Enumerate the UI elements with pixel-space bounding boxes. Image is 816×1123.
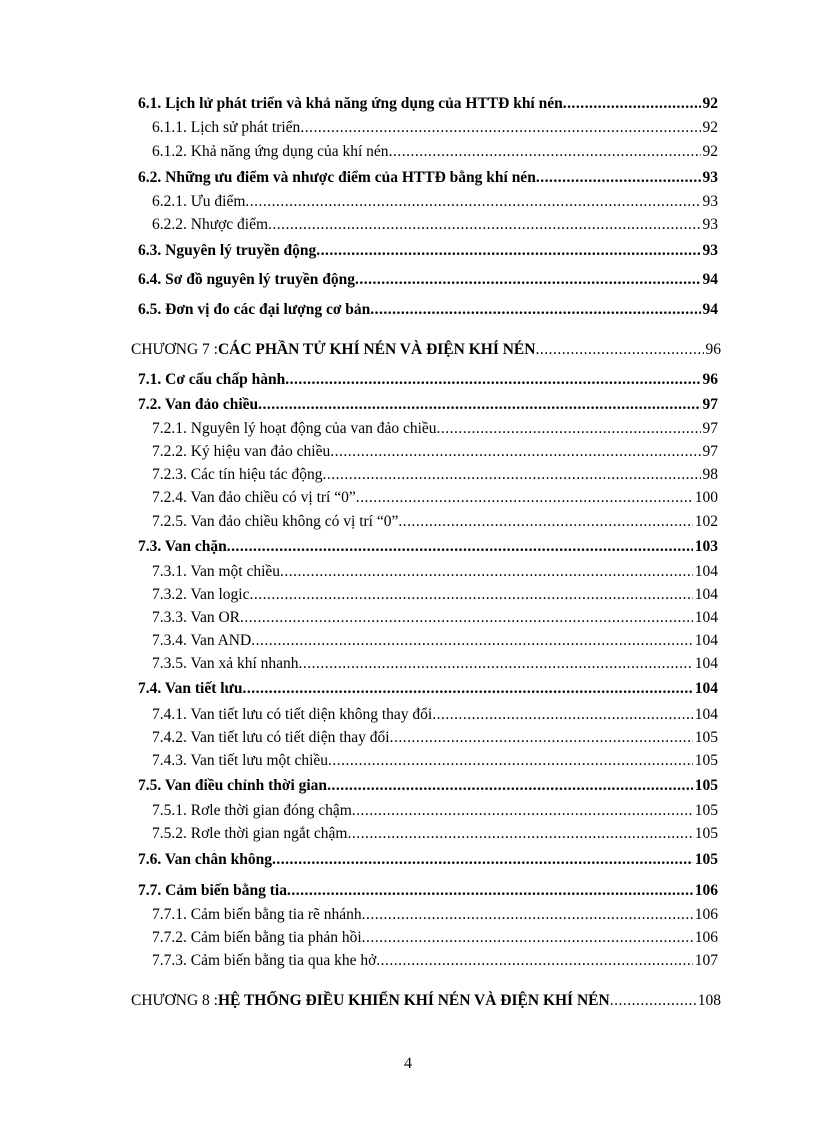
leader-dots [300, 118, 700, 138]
leader-dots [610, 991, 696, 1011]
leader-dots [536, 168, 701, 188]
leader-dots [355, 270, 700, 290]
toc-entry[interactable] [152, 215, 718, 235]
toc-entry-page: 105 [694, 851, 718, 868]
toc-entry-page: 106 [694, 882, 718, 899]
toc-entry-page: 105 [694, 729, 718, 746]
toc-entry-title: 6.4. Sơ đồ nguyên lý truyền động [138, 271, 356, 288]
toc-entry-title: 7.2.5. Van đảo chiều không có vị trí “0” [152, 513, 399, 530]
toc-chapter[interactable] [131, 991, 721, 1011]
toc-entry[interactable] [138, 300, 718, 320]
toc-entry-page: 103 [694, 538, 718, 555]
toc-entry[interactable] [138, 370, 718, 390]
toc-entry[interactable] [152, 142, 718, 162]
leader-dots [287, 881, 693, 901]
toc-entry-title: 7.4.1. Van tiết lưu có tiết diện không thay đổi [152, 706, 433, 723]
toc-entry-page: 104 [694, 680, 718, 697]
toc-entry-title: 6.1.1. Lịch sử phát triển [152, 119, 301, 136]
leader-dots [390, 728, 693, 748]
toc-entry-title: 6.1.2. Khả năng ứng dụng của khí nén [152, 143, 389, 160]
toc-entry[interactable] [152, 824, 718, 844]
leader-dots [370, 300, 700, 320]
toc-entry[interactable] [152, 801, 718, 821]
leader-dots [362, 905, 693, 925]
leader-dots [362, 928, 693, 948]
leader-dots [322, 465, 700, 485]
toc-entry[interactable] [152, 585, 718, 605]
toc-entry-title: 7.3.5. Van xả khí nhanh [152, 655, 299, 672]
chapter-title: CÁC PHẦN TỬ KHÍ NÉN VÀ ĐIỆN KHÍ NÉN [217, 341, 536, 358]
toc-entry-title: 7.3.1. Van một chiều [152, 563, 281, 580]
toc-entry-title: 7.4.2. Van tiết lưu có tiết diện thay đổi [152, 729, 390, 746]
leader-dots [352, 801, 693, 821]
toc-entry-page: 96 [702, 371, 718, 388]
toc-entry-page: 92 [702, 119, 718, 136]
toc-entry[interactable] [152, 905, 718, 925]
toc-entry[interactable] [152, 928, 718, 948]
leader-dots [299, 654, 693, 674]
toc-entry[interactable] [138, 679, 718, 699]
toc-entry-page: 105 [694, 802, 718, 819]
leader-dots [563, 94, 701, 114]
toc-entry-page: 105 [694, 825, 718, 842]
leader-dots [227, 537, 693, 557]
toc-entry[interactable] [138, 881, 718, 901]
toc-entry[interactable] [138, 776, 718, 796]
toc-entry[interactable] [152, 562, 718, 582]
leader-dots [327, 776, 693, 796]
leader-dots [437, 419, 701, 439]
toc-entry-title: 6.5. Đơn vị đo các đại lượng cơ bản [138, 301, 371, 318]
toc-entry-page: 102 [694, 513, 718, 530]
toc-entry[interactable] [152, 751, 718, 771]
toc-entry-title: 7.4.3. Van tiết lưu một chiều [152, 752, 329, 769]
chapter-label: CHƯƠNG 8 : [131, 992, 218, 1009]
toc-entry-title: 6.1. Lịch lử phát triển và khả năng ứng dụng của HTTĐ khí nén [138, 95, 563, 112]
toc-entry-title: 7.1. Cơ cấu chấp hành [138, 371, 286, 388]
toc-entry-title: 7.7.2. Cảm biến bằng tia phản hồi [152, 929, 362, 946]
leader-dots [242, 679, 692, 699]
toc-entry-title: 7.3.2. Van logic [152, 586, 250, 603]
toc-entry-page: 93 [702, 193, 718, 210]
toc-entry-page: 93 [702, 216, 718, 233]
toc-entry-page: 92 [702, 95, 718, 112]
leader-dots [330, 442, 700, 462]
toc-entry-page: 106 [694, 929, 718, 946]
leader-dots [376, 951, 692, 971]
toc-entry[interactable] [138, 395, 718, 415]
toc-entry-page: 107 [694, 952, 718, 969]
leader-dots [251, 631, 693, 651]
leader-dots [272, 850, 693, 870]
toc-entry-title: 7.2.1. Nguyên lý hoạt động của van đảo chiều [152, 420, 437, 437]
toc-entry[interactable] [152, 705, 718, 725]
leader-dots [347, 824, 692, 844]
toc-entry-title: 7.3. Van chặn [138, 538, 227, 555]
toc-entry[interactable] [152, 631, 718, 651]
toc-entry-title: 7.7.3. Cảm biến bằng tia qua khe hở [152, 952, 377, 969]
toc-entry[interactable] [152, 465, 718, 485]
toc-entry-title: 6.2.1. Ưu điểm [152, 193, 246, 210]
toc-entry-page: 92 [702, 143, 718, 160]
toc-entry-page: 104 [694, 586, 718, 603]
toc-entry-title: 7.5.2. Rơle thời gian ngắt chậm [152, 825, 348, 842]
toc-entry-page: 94 [702, 301, 718, 318]
toc-entry-page: 97 [702, 420, 718, 437]
toc-entry[interactable] [152, 951, 718, 971]
toc-entry-page: 93 [702, 169, 718, 186]
toc-entry[interactable] [152, 728, 718, 748]
leader-dots [535, 340, 703, 360]
toc-entry[interactable] [152, 608, 718, 628]
toc-entry[interactable] [152, 118, 718, 138]
leader-dots [285, 370, 700, 390]
toc-entry-title: 7.7.1. Cảm biến bằng tia rẽ nhánh [152, 906, 362, 923]
toc-entry-title: 6.2.2. Nhược điểm [152, 216, 269, 233]
toc-entry-page: 98 [702, 466, 718, 483]
toc-entry-title: 7.2.4. Van đảo chiều có vị trí “0” [152, 489, 356, 506]
toc-entry-page: 104 [694, 563, 718, 580]
leader-dots [258, 395, 700, 415]
chapter-label: CHƯƠNG 7 : [131, 341, 218, 358]
toc-entry-page: 108 [697, 992, 721, 1009]
toc-entry[interactable] [152, 512, 718, 532]
toc-entry[interactable] [138, 94, 718, 114]
leader-dots [398, 512, 692, 532]
toc-entry-page: 105 [694, 752, 718, 769]
toc-entry-title: 7.4. Van tiết lưu [138, 680, 243, 697]
toc-entry-title: 6.2. Những ưu điểm và nhược điểm của HTTĐ bằng khí nén [138, 169, 536, 186]
toc-entry[interactable] [138, 850, 718, 870]
toc-entry-page: 97 [702, 443, 718, 460]
leader-dots [280, 562, 693, 582]
toc-entry-title: 7.5.1. Rơle thời gian đóng chậm [152, 802, 352, 819]
toc-entry-page: 100 [694, 489, 718, 506]
toc-entry-title: 7.2.3. Các tín hiệu tác động [152, 466, 323, 483]
toc-entry-page: 97 [702, 396, 718, 413]
page-number: 4 [404, 1055, 412, 1072]
leader-dots [389, 142, 701, 162]
toc-entry-page: 106 [694, 906, 718, 923]
toc-chapter[interactable] [131, 340, 721, 360]
chapter-title: HỆ THỐNG ĐIỀU KHIỂN KHÍ NÉN VÀ ĐIỆN KHÍ NÉN [217, 992, 610, 1009]
toc-entry-page: 104 [694, 655, 718, 672]
toc-entry-title: 7.2.2. Ký hiệu van đảo chiều [152, 443, 331, 460]
toc-entry[interactable] [152, 419, 718, 439]
toc-entry-page: 93 [702, 242, 718, 259]
leader-dots [249, 585, 692, 605]
toc-entry[interactable] [152, 442, 718, 462]
toc-entry-title: 7.3.4. Van AND [152, 632, 252, 649]
toc-entry-page: 96 [705, 341, 721, 358]
toc-entry-title: 7.3.3. Van OR [152, 609, 240, 626]
toc-entry[interactable] [152, 654, 718, 674]
toc-entry-title: 7.2. Van đảo chiều [138, 396, 259, 413]
leader-dots [245, 192, 700, 212]
toc-entry[interactable] [138, 241, 718, 261]
leader-dots [316, 241, 700, 261]
toc-entry[interactable] [138, 168, 718, 188]
leader-dots [240, 608, 693, 628]
leader-dots [356, 488, 693, 508]
leader-dots [432, 705, 693, 725]
toc-entry-page: 104 [694, 632, 718, 649]
toc-entry-page: 104 [694, 706, 718, 723]
leader-dots [328, 751, 693, 771]
toc-entry-page: 105 [694, 777, 718, 794]
toc-entry-title: 7.6. Van chân không [138, 851, 272, 868]
toc-entry-title: 6.3. Nguyên lý truyền động [138, 242, 317, 259]
toc-entry-page: 104 [694, 609, 718, 626]
toc-entry[interactable] [152, 192, 718, 212]
toc-entry-page: 94 [702, 271, 718, 288]
toc-entry[interactable] [152, 488, 718, 508]
toc-entry-title: 7.5. Van điều chỉnh thời gian [138, 777, 328, 794]
leader-dots [268, 215, 700, 235]
toc-entry[interactable] [138, 537, 718, 557]
toc-entry-title: 7.7. Cảm biến bằng tia [138, 882, 287, 899]
toc-entry[interactable] [138, 270, 718, 290]
